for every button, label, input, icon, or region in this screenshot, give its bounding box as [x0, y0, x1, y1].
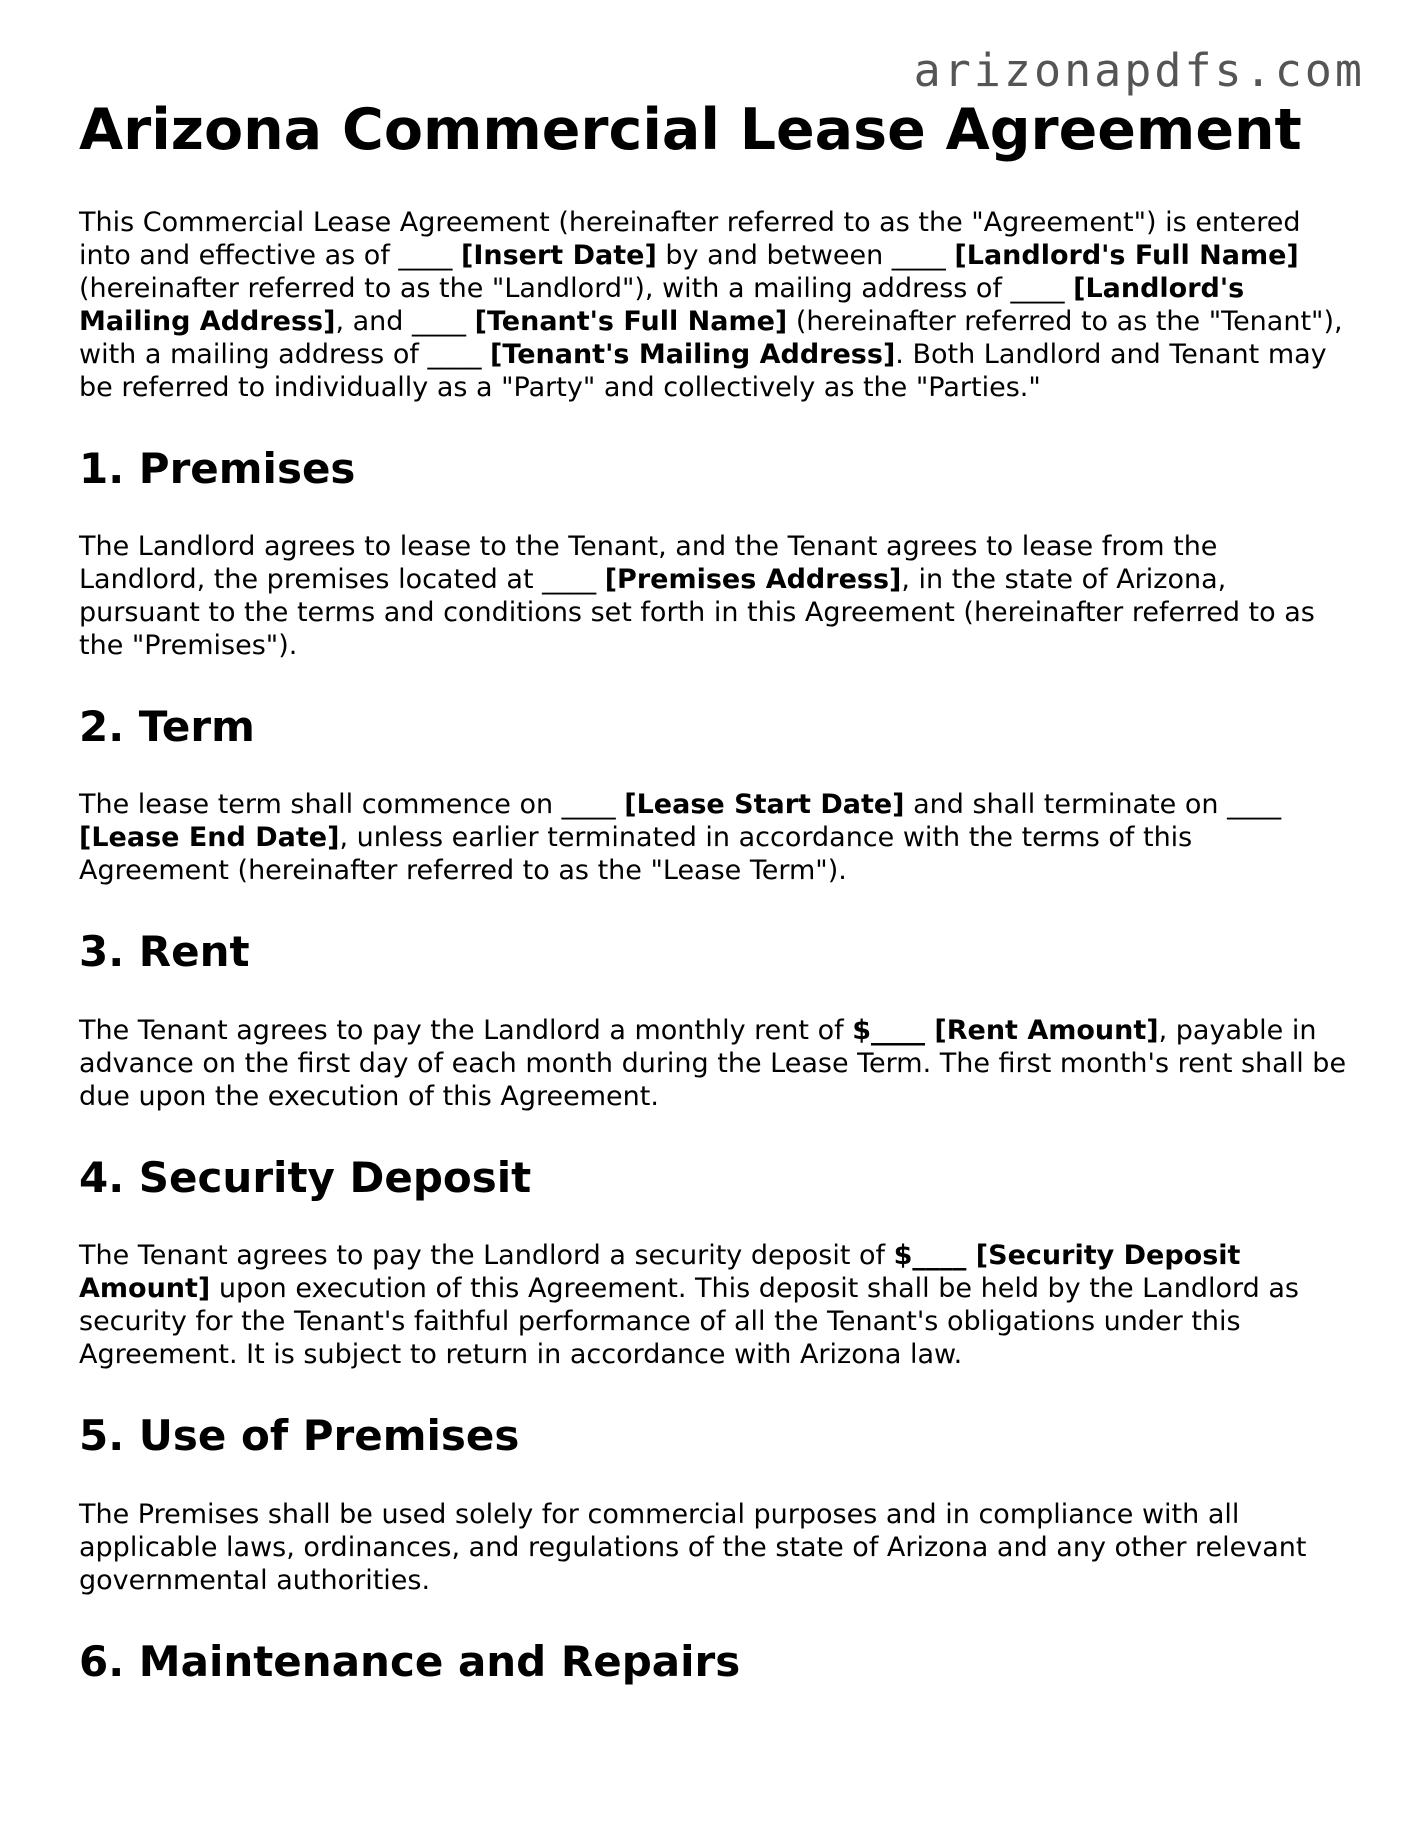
section-body-deposit: The Tenant agrees to pay the Landlord a security deposit of $____ [Security Deposit Amount] upon execution of this Agreement. This deposit shall be held by the Landlord as security for the Tenant's faithful performance of all the Tenant's obligations under this Agreement. It is subject to return in accordance with Arizona law. [79, 1240, 1299, 1371]
section-body-use: The Premises shall be used solely for commercial purposes and in compliance with all applicable laws, ordinances, and regulations of the state of Arizona and any other relevant governmental authorities. [79, 1498, 1307, 1596]
section-body-rent: The Tenant agrees to pay the Landlord a monthly rent of $____ [Rent Amount], payable in advance on the first day of each month during the Lease Term. The first month's rent shall be due upon the execution of this Agreement. [79, 1014, 1347, 1112]
section-body-term: The lease term shall commence on ____ [Lease Start Date] and shall terminate on ____ [Lease End Date], unless earlier terminated in accordance with the terms of this Agreement (hereinafter referred to as the "Lease Term"). [79, 789, 1282, 887]
section-heading-deposit: 4. Security Deposit [79, 1152, 532, 1202]
section-heading-maintenance: 6. Maintenance and Repairs [79, 1636, 741, 1686]
section-heading-use: 5. Use of Premises [79, 1411, 520, 1461]
document-page [79, 98, 1349, 1723]
section-heading-term: 2. Term [79, 701, 255, 751]
intro-paragraph: This Commercial Lease Agreement (hereinafter referred to as the "Agreement") is entered into and effective as of ____ [Insert Date] by and between ____ [Landlord's Full Name] (hereinafter referred to as the "Landlord"), with a mailing address of ____ [Landlord's Mailing Address], and ____ [Tenant's Full Name] (hereinafter referred to as the "Tenant"), with a mailing address of ____ [Tenant's Mailing Address]. Both Landlord and Tenant may be referred to individually as a "Party" and collectively as the "Parties." [79, 206, 1343, 403]
section-body-premises: The Landlord agrees to lease to the Tenant, and the Tenant agrees to lease from the Landlord, the premises located at ____ [Premises Address], in the state of Arizona, pursuant to the terms and conditions set forth in this Agreement (hereinafter referred to as the "Premises"). [79, 530, 1315, 661]
section-heading-premises: 1. Premises [79, 443, 356, 493]
insert-date-placeholder: [Insert Date] [461, 239, 657, 271]
landlord-name-placeholder: [Landlord's Full Name] [954, 239, 1299, 271]
deposit-amount-placeholder: $____ [Security Deposit Amount] [79, 1240, 1241, 1305]
premises-address-placeholder: [Premises Address] [604, 563, 902, 595]
tenant-address-placeholder: [Tenant's Mailing Address] [490, 338, 896, 370]
rent-amount-placeholder: $____ [Rent Amount] [852, 1014, 1159, 1046]
landlord-address-placeholder: [Landlord's Mailing Address] [79, 272, 1245, 337]
watermark: arizonapdfs.com [913, 44, 1365, 97]
lease-start-placeholder: [Lease Start Date] [624, 789, 905, 821]
lease-end-placeholder: [Lease End Date] [79, 822, 340, 854]
tenant-name-placeholder: [Tenant's Full Name] [474, 305, 788, 337]
document-title: Arizona Commercial Lease Agreement [79, 97, 1302, 163]
section-heading-rent: 3. Rent [79, 927, 250, 977]
